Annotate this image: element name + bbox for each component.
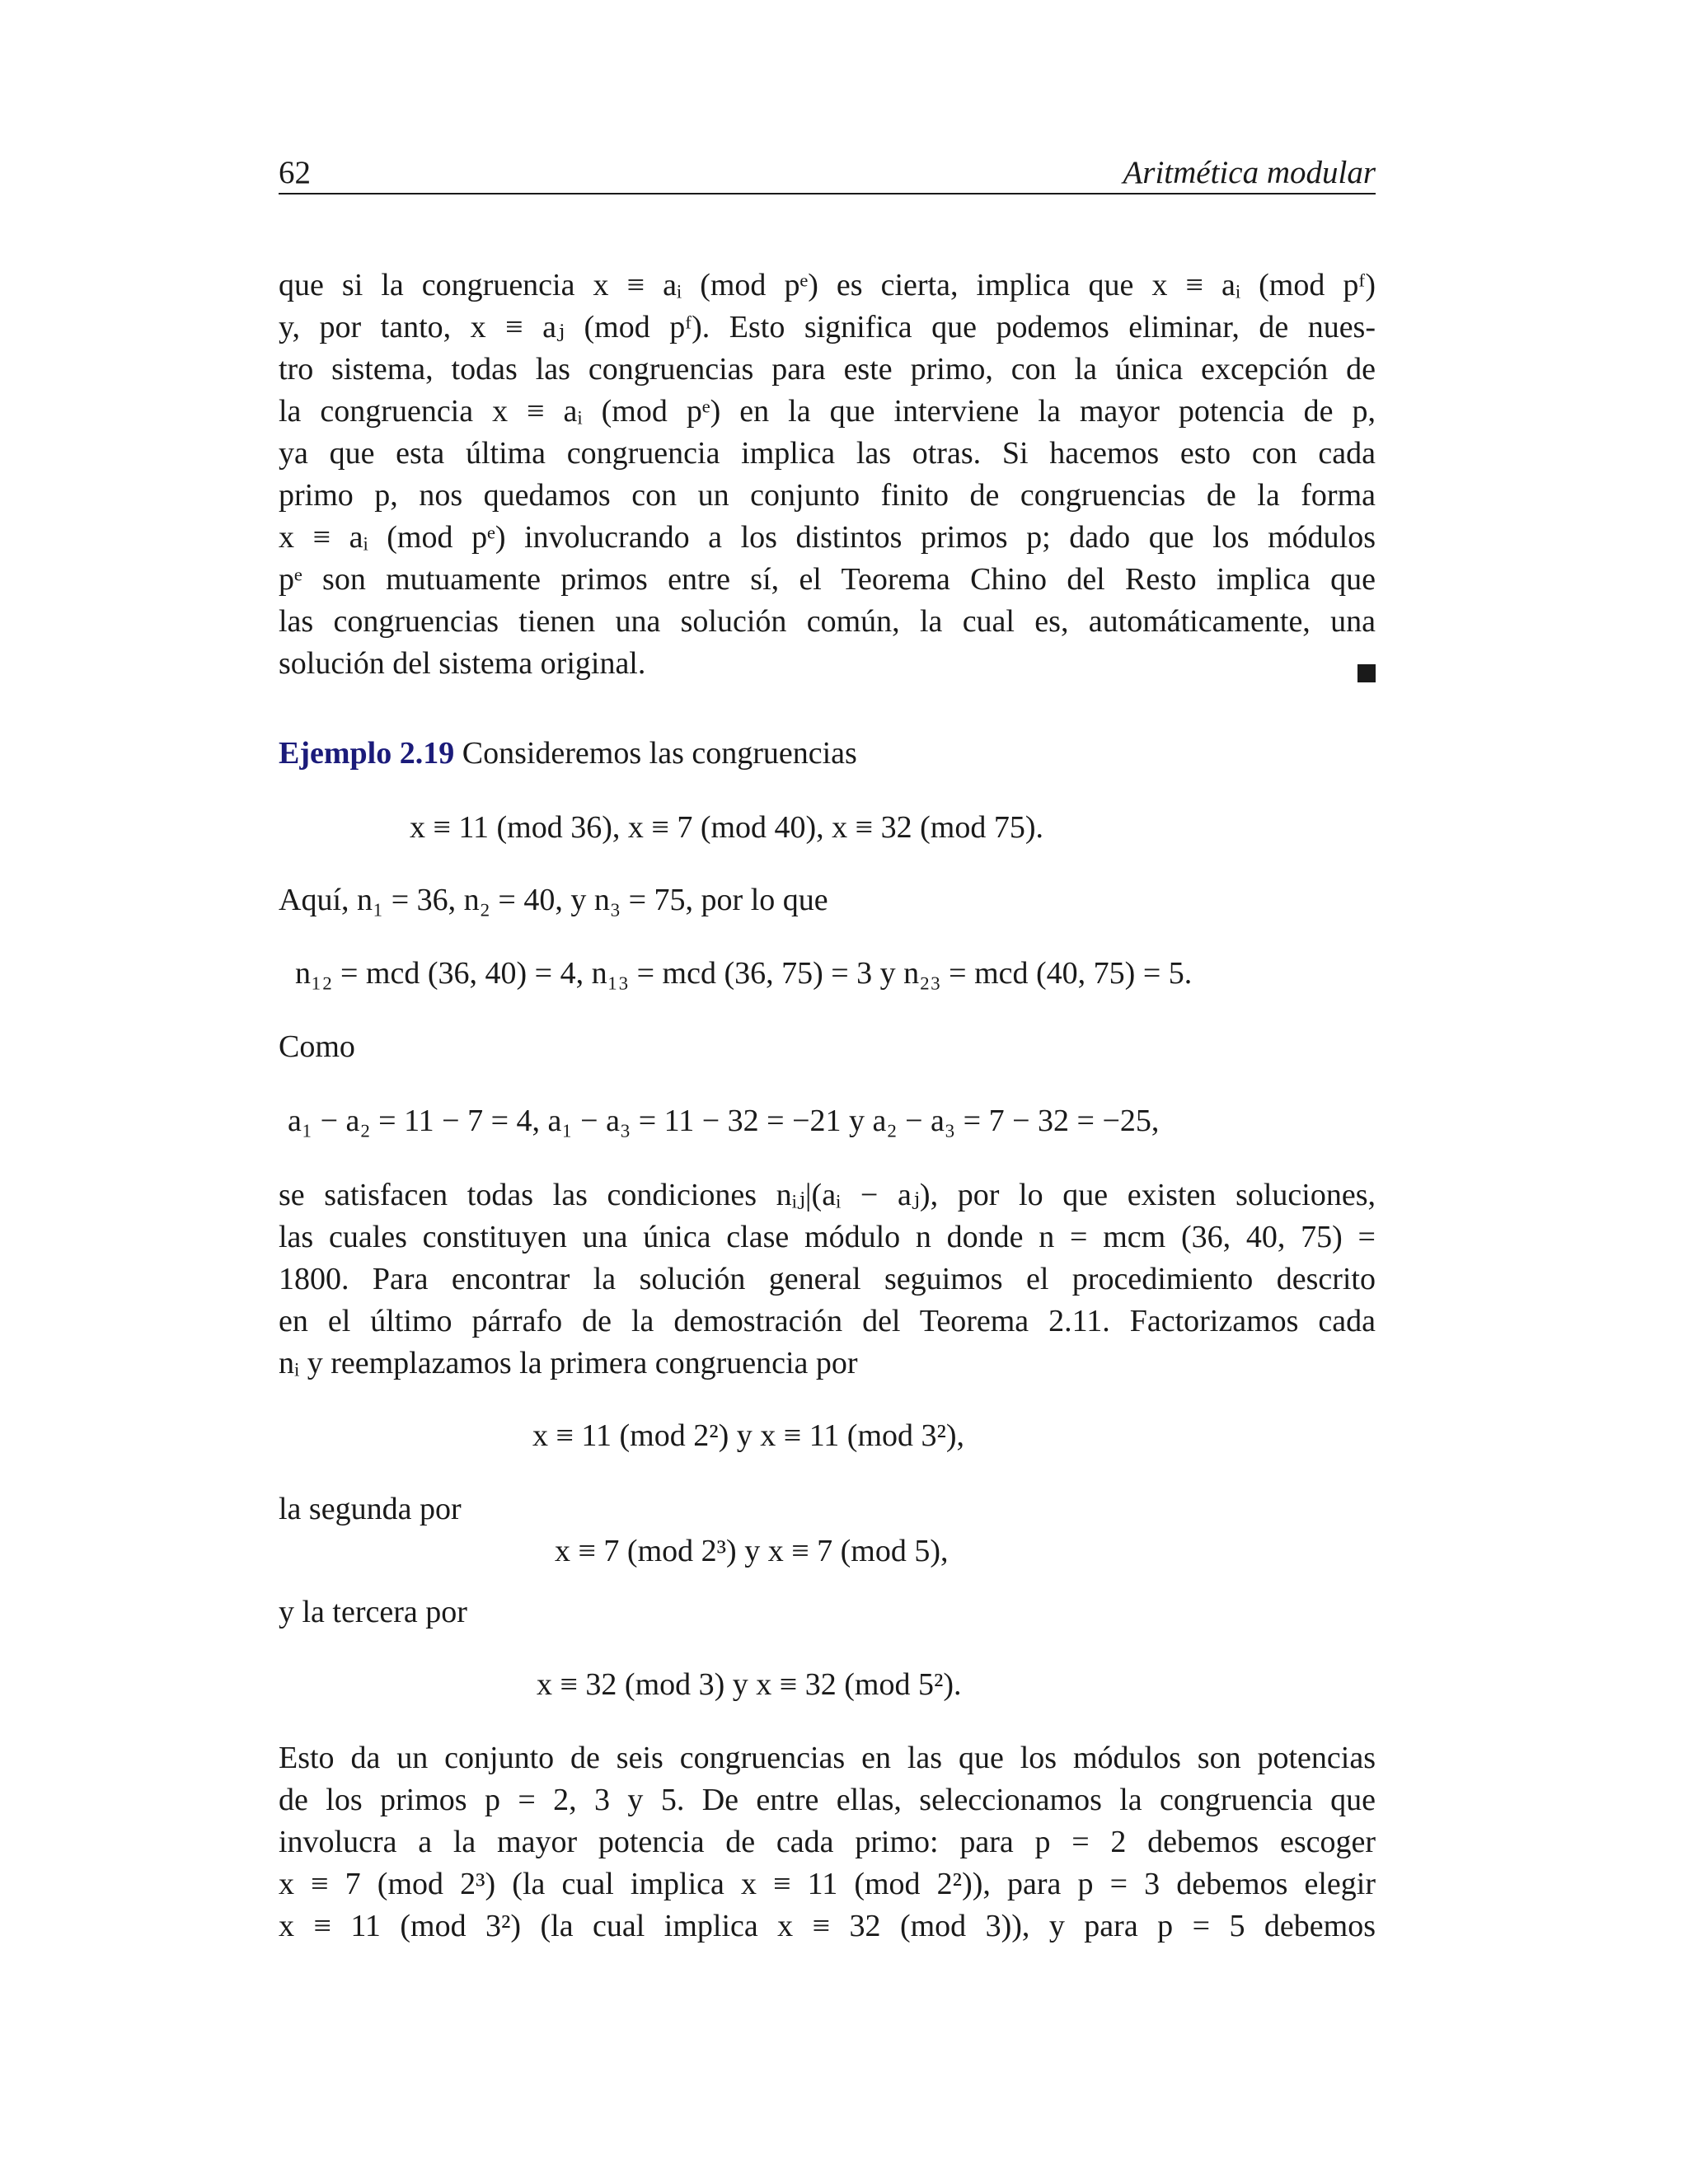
paragraph-line: Esto da un conjunto de seis congruencias en las que los módulos son potencias [279,1741,1376,1775]
paragraph-line: en el último párrafo de la demostración del Teorema 2.11. Factorizamos cada [279,1304,1376,1338]
body-text: Aquí, n₁ = 36, n₂ = 40, y n₃ = 75, por lo que [279,883,828,917]
proof-line: solución del sistema original. [279,646,646,681]
example-label: Ejemplo 2.19 [279,736,455,771]
page-header [279,153,1376,194]
proof-line: las congruencias tienen una solución común, la cual es, automáticamente, una [279,604,1376,639]
display-equation-second-split: x ≡ 7 (mod 2³) y x ≡ 7 (mod 5), [555,1534,949,1568]
proof-line: ya que esta última congruencia implica las otras. Si hacemos esto con cada [279,436,1376,471]
paragraph-line: x ≡ 7 (mod 2³) (la cual implica x ≡ 11 (mod 2²)), para p = 3 debemos elegir [279,1867,1376,1901]
display-equation-first-split: x ≡ 11 (mod 2²) y x ≡ 11 (mod 3²), [532,1418,965,1453]
paragraph-line: de los primos p = 2, 3 y 5. De entre ellas, seleccionamos la congruencia que [279,1783,1376,1817]
qed-square-icon [1357,664,1376,682]
display-equation-gcd: n₁₂ = mcd (36, 40) = 4, n₁₃ = mcd (36, 75) = 3 y n₂₃ = mcd (40, 75) = 5. [295,956,1193,991]
body-text: y la tercera por [279,1595,467,1629]
paragraph-line: se satisfacen todas las condiciones nᵢⱼ|(aᵢ − aⱼ), por lo que existen soluciones, [279,1178,1376,1212]
paragraph-line: 1800. Para encontrar la solución general seguimos el procedimiento descrito [279,1262,1376,1296]
body-text: Como [279,1029,355,1064]
example-intro: Consideremos las congruencias [462,736,857,771]
paragraph-line: x ≡ 11 (mod 3²) (la cual implica x ≡ 32 (mod 3)), y para p = 5 debemos [279,1909,1376,1943]
proof-line: que si la congruencia x ≡ aᵢ (mod pᵉ) es cierta, implica que x ≡ aᵢ (mod pᶠ) [279,268,1376,302]
proof-line: tro sistema, todas las congruencias para este primo, con la única excepción de [279,352,1376,387]
proof-line: x ≡ aᵢ (mod pᵉ) involucrando a los distintos primos p; dado que los módulos [279,520,1376,555]
paragraph-line: las cuales constituyen una única clase módulo n donde n = mcm (36, 40, 75) = [279,1220,1376,1254]
proof-line: pᵉ son mutuamente primos entre sí, el Teorema Chino del Resto implica que [279,562,1376,597]
proof-line: la congruencia x ≡ aᵢ (mod pᵉ) en la que interviene la mayor potencia de p, [279,394,1376,429]
proof-line: y, por tanto, x ≡ aⱼ (mod pᶠ). Esto significa que podemos eliminar, de nues- [279,310,1376,344]
display-equation-third-split: x ≡ 32 (mod 3) y x ≡ 32 (mod 5²). [537,1667,962,1702]
proof-line: primo p, nos quedamos con un conjunto finito de congruencias de la forma [279,478,1376,513]
paragraph-line: nᵢ y reemplazamos la primera congruencia por [279,1346,858,1380]
page-number: 62 [279,155,311,190]
paragraph-line: involucra a la mayor potencia de cada primo: para p = 2 debemos escoger [279,1825,1376,1859]
body-text: la segunda por [279,1492,462,1526]
display-equation-differences: a₁ − a₂ = 11 − 7 = 4, a₁ − a₃ = 11 − 32 = −21 y a₂ − a₃ = 7 − 32 = −25, [288,1104,1160,1138]
running-title: Aritmética modular [1123,155,1376,190]
example-heading [279,732,1376,775]
display-equation-congruences: x ≡ 11 (mod 36), x ≡ 7 (mod 40), x ≡ 32 (mod 75). [410,810,1043,845]
